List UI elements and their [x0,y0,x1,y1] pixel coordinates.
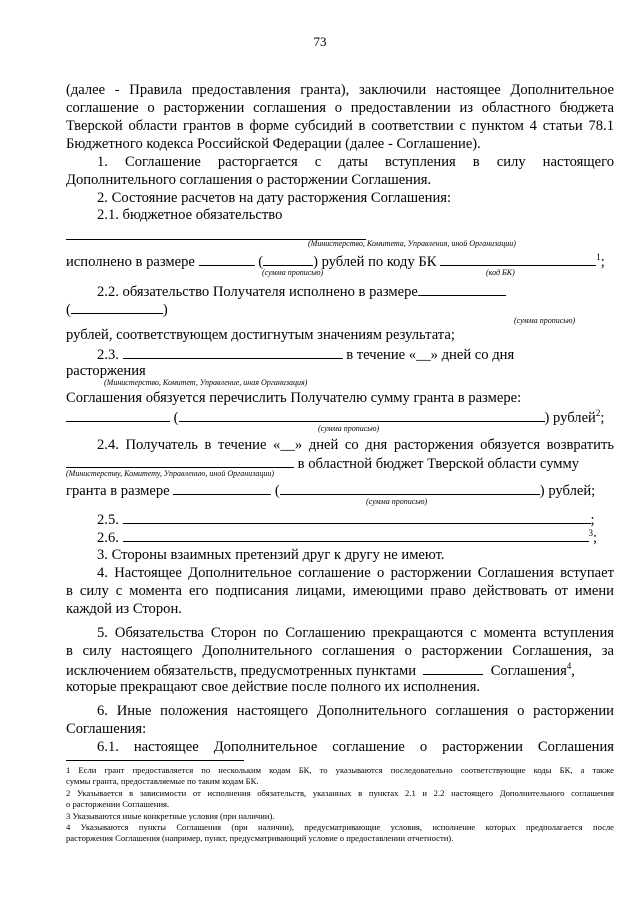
hint-ministry-2: (Министерство, Комитет, Управление, иная Организация) [104,378,308,387]
footnote-ref-3: 3 [588,528,594,539]
clause-5-line-3: исключением обязательств, предусмотренных пунктами Соглашения$^4$, [66,661,575,679]
executed-amount-line: исполнено в размере ( ) рублей по коду БК $^1$; [66,252,605,270]
clause-2-2 [97,282,614,301]
grant-amount-line-1: ( ) рублей$^2$; [66,408,614,427]
clause-6-line-1: 6. Иные положения настоящего Дополнительного соглашения о расторжении [97,703,614,719]
hint-sum-3: (сумма прописью) [318,424,380,433]
blank-sum-2: ( ) [66,302,168,318]
intro-line-4: Бюджетного кодекса Российской Федерации (далее - Соглашение). [66,136,481,152]
kbk-label: рублей по коду БК [321,254,437,270]
intro-line-2: соглашение о расторжении соглашения о предоставлении из областного бюджета [66,100,614,116]
footnote-ref-1: 1 [596,252,601,263]
intro-line-1: (далее - Правила предоставления гранта), заключили настоящее Дополнительное [66,82,614,98]
grant-amount-line-2: гранта в размере ( ) рублей; [66,483,596,499]
clause-2-2-text: 2.2. обязательство Получателя исполнено в размере [97,284,418,300]
clause-2-heading: 2. Состояние расчетов на дату расторжения Соглашения: [97,190,452,206]
page-number: 73 [313,34,327,49]
clause-2-4-line-1: 2.4. Получатель в течение «__» дней со дня расторжения обязуется возвратить [97,437,614,453]
clause-5-line-2: в силу настоящего Дополнительного соглашения о расторжении Соглашения, за [66,643,614,659]
clause-1-line-1: 1. Соглашение расторгается с даты вступления в силу настоящего [97,154,614,170]
clause-2-3: 2.3. в течение «__» дней со дня [97,347,515,363]
clause-2-5: 2.5. ; [97,512,595,528]
must-transfer-line: Соглашения обязуется перечислить Получателю сумму гранта в размере: [66,390,522,406]
clause-3: 3. Стороны взаимных претензий друг к другу не имеют. [97,547,445,563]
clause-4-line-2: в силу с момента его подписания лицами, имеющими право действовать от имени [66,583,614,599]
footnote-separator [66,760,244,761]
footnote-4-line-2: расторжения Соглашения (например, пункт, предусматривающий условие о предоставлении отчетности). [66,833,454,843]
hint-sum-4: (сумма прописью) [366,497,428,506]
hint-sum-2: (сумма прописью) [514,316,576,325]
footnote-3: 3 Указываются иные конкретные условия (при наличии). [66,811,275,821]
hint-ministry-1: (Министерство, Комитета, Управления, иной Организации) [308,239,516,248]
clause-2-6: 2.6. $^3$; [97,528,598,546]
clause-5-line-1: 5. Обязательства Сторон по Соглашению прекращаются с момента вступления [97,625,614,641]
clause-4-line-3: каждой из Сторон. [66,601,182,617]
footnote-ref-2: 2 [595,408,601,419]
clause-4-line-1: 4. Настоящее Дополнительное соглашение о расторжении Соглашения вступает [97,565,614,581]
intro-line-3: Тверской области грантов в форме субсидий в соответствии с пунктом 4 статьи 78.1 [66,118,614,134]
clause-1-line-2: Дополнительного соглашения о расторжении Соглашения. [66,172,432,188]
hint-ministry-3: (Министерству, Комитету, Управлению, иной Организации) [66,469,274,478]
footnote-4-line-1: 4 Указываются пункты Соглашения (при наличии), предусматривающие условия, исполнение которых предполагается после [66,822,614,832]
termination-line: расторжения [66,363,146,379]
clause-5-line-4: которые прекращают свое действие после полного их исполнения. [66,679,481,695]
footnote-1-line-2: суммы гранта, предоставляемые по таким кодам БК. [66,776,259,786]
rubles-result-line: рублей, соответствующем достигнутым значениям результата; [66,327,455,343]
clause-6-1: 6.1. настоящее Дополнительное соглашение о расторжении Соглашения [97,739,614,755]
footnote-2-line-2: о расторжении Соглашения. [66,799,170,809]
footnote-1-line-1: 1 Если грант предоставляется по нескольким кодам БК, то указываются последовательно соответствующие коды БК, а также [66,765,614,775]
hint-sum-1: (сумма прописью) [262,268,324,277]
clause-2-1: 2.1. бюджетное обязательство [97,207,283,223]
footnote-2-line-1: 2 Указывается в зависимости от исполнения обязательств, указанных в пунктах 2.1 и 2.2 настоящего Дополнительного соглашения [66,788,614,798]
footnote-ref-4: 4 [566,661,572,672]
executed-label: исполнено в размере [66,254,195,270]
clause-2-4-line-2: в областной бюджет Тверской области сумму [66,454,614,473]
hint-kbk: (код БК) [486,268,515,277]
clause-6-line-2: Соглашения: [66,721,147,737]
